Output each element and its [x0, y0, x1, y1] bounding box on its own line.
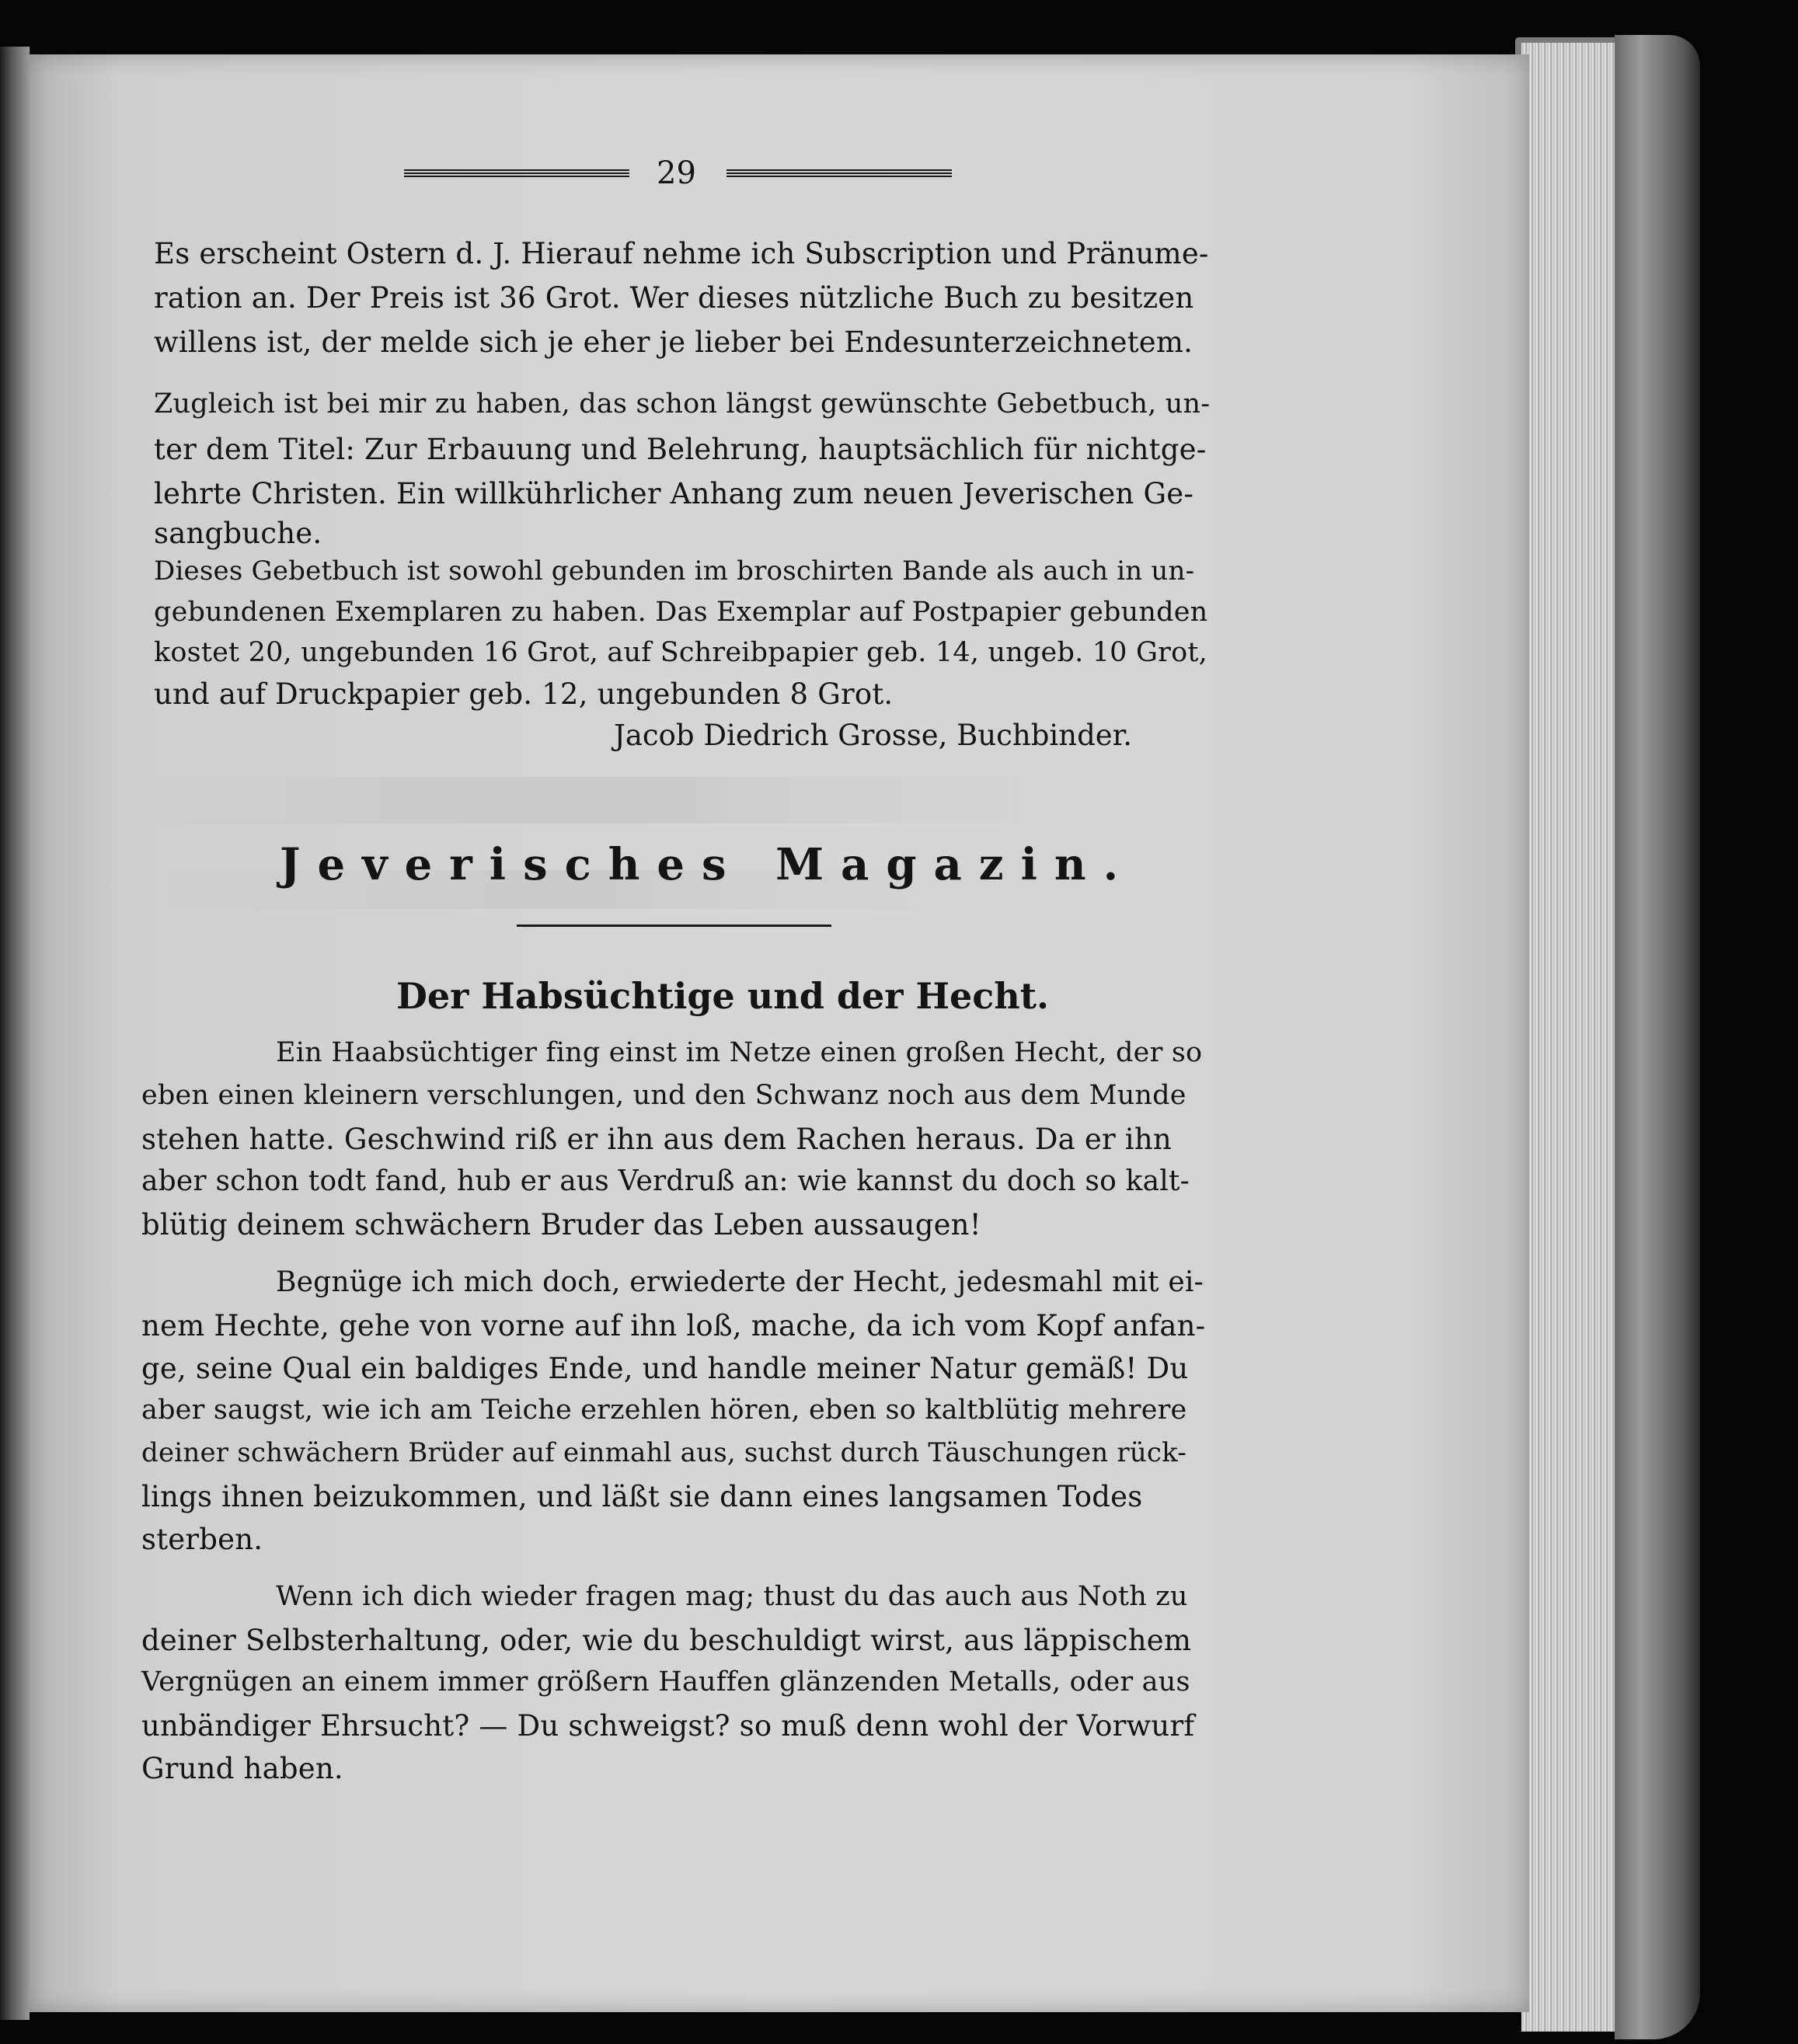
fable-line: Vergnügen an einem immer größern Hauffen glänzenden Metalls, oder aus [141, 1666, 1190, 1698]
fable-line: Begnüge ich mich doch, erwiederte der Hecht, jedesmahl mit ei- [276, 1266, 1204, 1298]
notice-line: willens ist, der melde sich je eher je lieber bei Endesunterzeichnetem. [154, 326, 1193, 359]
notice-line: Dieses Gebetbuch ist sowohl gebunden im broschirten Bande als auch in un- [154, 555, 1195, 587]
fable-line: Grund haben. [141, 1752, 343, 1785]
header-rule-left [404, 169, 629, 177]
fable-line: nem Hechte, gehe von vorne auf ihn loß, mache, da ich vom Kopf anfan- [141, 1309, 1206, 1342]
fable-line: deiner Selbsterhaltung, oder, wie du beschuldigt wirst, aus läppischem [141, 1624, 1192, 1657]
page-number: 29 [657, 155, 696, 191]
fable-line: ge, seine Qual ein baldiges Ende, und handle meiner Natur gemäß! Du [141, 1352, 1189, 1385]
notice-line: sangbuche. [154, 517, 322, 550]
notice-line: gebundenen Exemplaren zu haben. Das Exemplar auf Postpapier gebunden [154, 597, 1208, 628]
fable-line: Wenn ich dich wieder fragen mag; thust du das auch aus Noth zu [276, 1581, 1188, 1612]
notice-line: und auf Druckpapier geb. 12, ungebunden 8 Grot. [154, 677, 894, 711]
magazine-title: Jeverisches Magazin. [280, 839, 1136, 890]
header-rule-right [727, 169, 952, 177]
title-divider [517, 925, 831, 927]
fable-line: sterben. [141, 1523, 263, 1556]
fable-line: blütig deinem schwächern Bruder das Leben aussaugen! [141, 1208, 981, 1241]
fable-line: Ein Haabsüchtiger fing einst im Netze einen großen Hecht, der so [276, 1037, 1203, 1068]
signature: Jacob Diedrich Grosse, Buchbinder. [614, 719, 1133, 752]
notice-line: Es erscheint Ostern d. J. Hierauf nehme ich Subscription und Pränume- [154, 237, 1209, 270]
notice-line: Zugleich ist bei mir zu haben, das schon längst gewünschte Gebetbuch, un- [154, 388, 1211, 420]
page-block-edges [1521, 43, 1615, 2032]
fable-line: deiner schwächern Brüder auf einmahl aus, suchst durch Täuschungen rück- [141, 1437, 1187, 1468]
notice-line: lehrte Christen. Ein willkührlicher Anhang zum neuen Jeverischen Ge- [154, 477, 1194, 510]
fable-title: Der Habsüchtige und der Hecht. [396, 975, 1049, 1017]
fable-line: eben einen kleinern verschlungen, und den Schwanz noch aus dem Munde [141, 1080, 1186, 1111]
fable-line: unbändiger Ehrsucht? — Du schweigst? so muß denn wohl der Vorwurf [141, 1709, 1195, 1743]
notice-line: ration an. Der Preis ist 36 Grot. Wer dieses nützliche Buch zu besitzen [154, 281, 1194, 315]
book-cover-spine [1615, 35, 1700, 2039]
fable-line: aber saugst, wie ich am Teiche erzehlen hören, eben so kaltblütig mehrere [141, 1395, 1187, 1426]
fable-line: stehen hatte. Geschwind riß er ihn aus dem Rachen heraus. Da er ihn [141, 1123, 1172, 1156]
notice-line: ter dem Titel: Zur Erbauung und Belehrung, hauptsächlich für nichtge- [154, 433, 1207, 466]
notice-line: kostet 20, ungebunden 16 Grot, auf Schreibpapier geb. 14, ungeb. 10 Grot, [154, 637, 1207, 668]
left-page-edge [0, 47, 30, 2020]
bleed-through-shadow [140, 777, 1072, 824]
fable-line: aber schon todt fand, hub er aus Verdruß an: wie kannst du doch so kalt- [141, 1165, 1190, 1197]
fable-line: lings ihnen beizukommen, und läßt sie dann eines langsamen Todes [141, 1480, 1143, 1513]
